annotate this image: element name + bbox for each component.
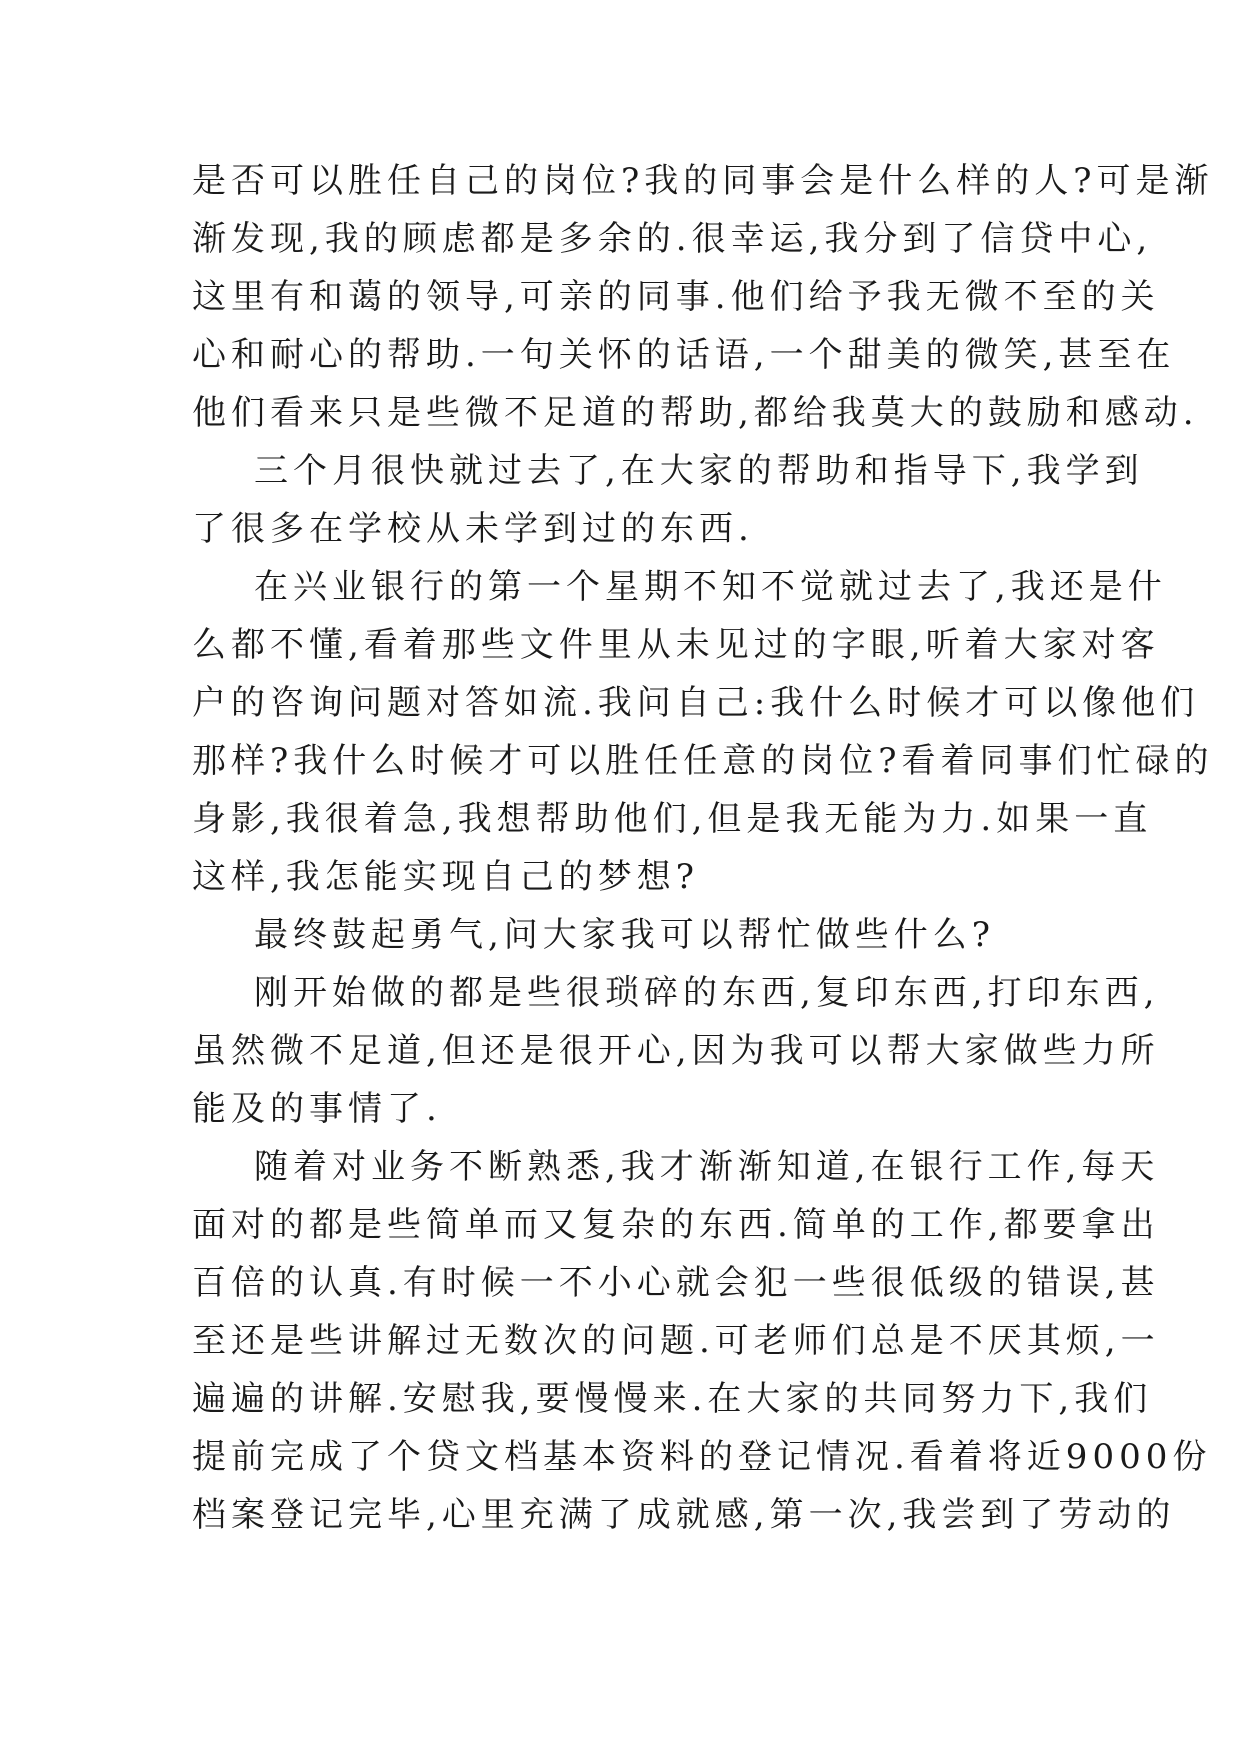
text-line: 提前完成了个贷文档基本资料的登记情况.看着将近9000份 (192, 1437, 1212, 1477)
paragraph-start-line: 随着对业务不断熟悉,我才渐渐知道,在银行工作,每天 (254, 1147, 1160, 1187)
text-line: 这样,我怎能实现自己的梦想? (192, 857, 700, 897)
paragraph-start-line: 刚开始做的都是些很琐碎的东西,复印东西,打印东西, (254, 973, 1160, 1013)
text-line: 百倍的认真.有时候一不小心就会犯一些很低级的错误,甚 (192, 1263, 1160, 1303)
text-line: 了很多在学校从未学到过的东西. (192, 509, 754, 549)
text-line: 那样?我什么时候才可以胜任任意的岗位?看着同事们忙碌的 (192, 741, 1214, 781)
text-line: 么都不懂,看着那些文件里从未见过的字眼,听着大家对客 (192, 625, 1160, 665)
text-line: 至还是些讲解过无数次的问题.可老师们总是不厌其烦,一 (192, 1321, 1160, 1361)
text-line: 心和耐心的帮助.一句关怀的话语,一个甜美的微笑,甚至在 (192, 335, 1176, 375)
text-line: 户的咨询问题对答如流.我问自己:我什么时候才可以像他们 (192, 683, 1200, 723)
text-line: 是否可以胜任自己的岗位?我的同事会是什么样的人?可是渐 (192, 161, 1214, 201)
text-line: 虽然微不足道,但还是很开心,因为我可以帮大家做些力所 (192, 1031, 1160, 1071)
text-line: 面对的都是些简单而又复杂的东西.简单的工作,都要拿出 (192, 1205, 1160, 1245)
paragraph-start-line: 最终鼓起勇气,问大家我可以帮忙做些什么? (254, 915, 996, 955)
paragraph-start-line: 三个月很快就过去了,在大家的帮助和指导下,我学到 (254, 451, 1144, 491)
text-line: 他们看来只是些微不足道的帮助,都给我莫大的鼓励和感动. (192, 393, 1199, 433)
text-line: 渐发现,我的顾虑都是多余的.很幸运,我分到了信贷中心, (192, 219, 1153, 259)
text-line: 身影,我很着急,我想帮助他们,但是我无能为力.如果一直 (192, 799, 1153, 839)
text-line: 这里有和蔼的领导,可亲的同事.他们给予我无微不至的关 (192, 277, 1160, 317)
text-line: 档案登记完毕,心里充满了成就感,第一次,我尝到了劳动的 (192, 1495, 1176, 1535)
body-text (192, 152, 1214, 1544)
text-line: 能及的事情了. (192, 1089, 442, 1129)
paragraph-start-line: 在兴业银行的第一个星期不知不觉就过去了,我还是什 (254, 567, 1167, 607)
text-line: 遍遍的讲解.安慰我,要慢慢来.在大家的共同努力下,我们 (192, 1379, 1153, 1419)
